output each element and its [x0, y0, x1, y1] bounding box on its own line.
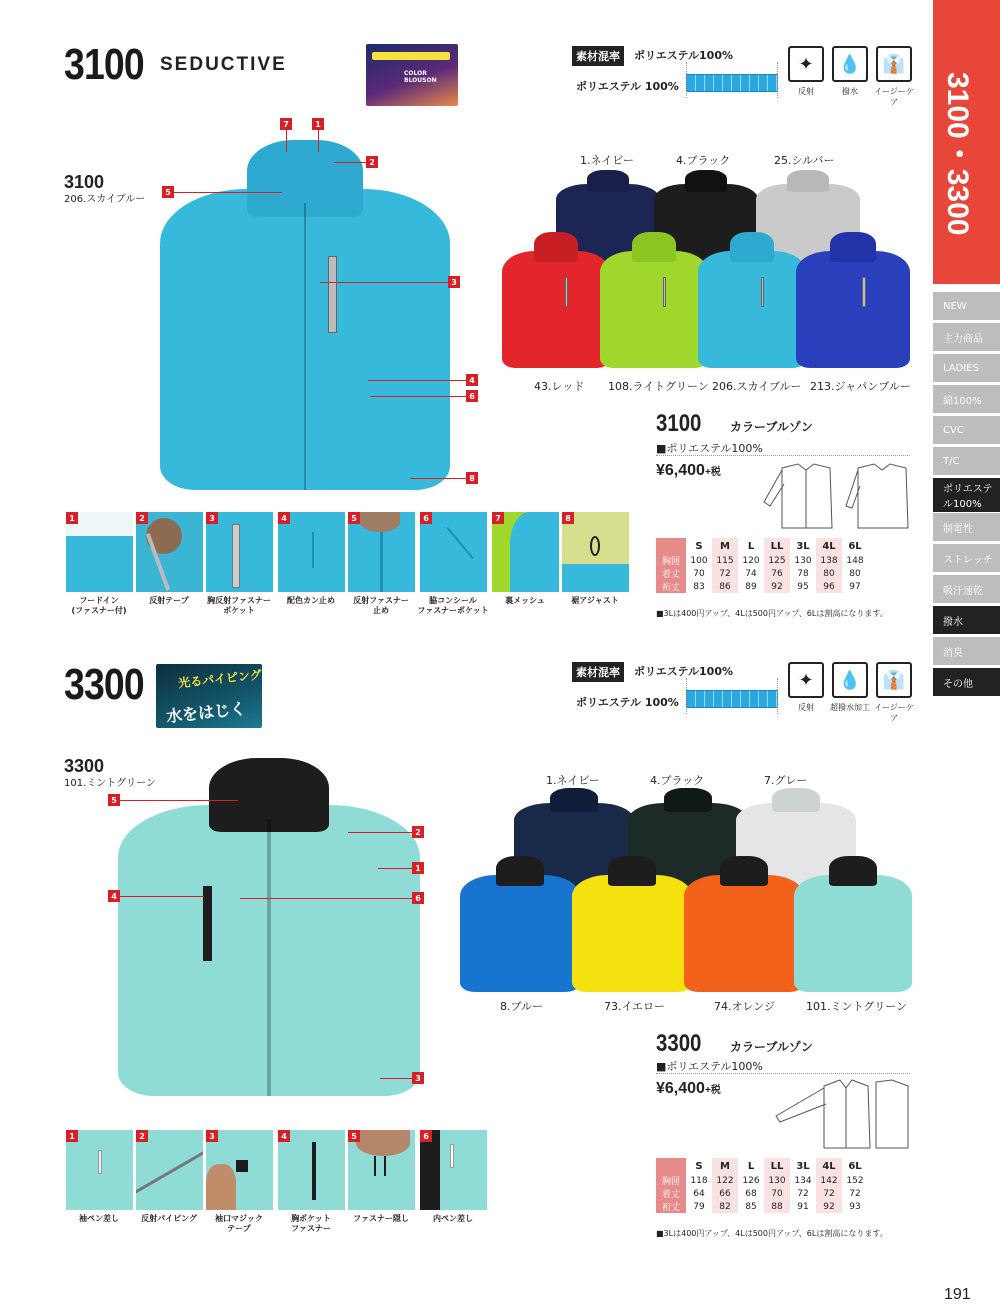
detail-tile: 8: [562, 512, 629, 592]
shirt-icon: 👔: [876, 662, 912, 698]
page-number: 191: [944, 1286, 971, 1303]
sidebar-item-stretch[interactable]: ストレッチ: [933, 544, 1000, 572]
detail-tile: 1: [66, 1130, 133, 1210]
feature-label: 撥水: [842, 87, 858, 96]
detail-tile: 2: [136, 512, 203, 592]
detail-caption: 胸反射ファスナー ポケット: [207, 596, 271, 616]
material-label: 素材混率: [572, 46, 624, 66]
callout-2: 2: [412, 826, 424, 838]
detail-caption: 脇コンシール ファスナーポケット: [417, 596, 489, 616]
badge-line2: 水をはじく: [165, 698, 247, 727]
spec-material: ■ポリエステル100%: [656, 442, 763, 455]
color-label: 73.イエロー: [604, 1000, 666, 1013]
sidebar-item-cotton[interactable]: 綿100%: [933, 385, 1000, 413]
sidebar-item-main[interactable]: 主力商品: [933, 323, 1000, 351]
color-label: 1.ネイビー: [580, 154, 634, 167]
sparkle-icon: ✦: [788, 662, 824, 698]
model-number: 3300: [64, 756, 105, 776]
color-blouson-badge: [366, 44, 458, 106]
spec-title: 3300: [656, 1030, 702, 1057]
product-number-3300: 3300: [64, 660, 144, 709]
jacket-yellow: [572, 856, 692, 992]
sparkle-icon: ✦: [788, 46, 824, 82]
material-value: ポリエステル100%: [634, 49, 733, 62]
callout-7: 7: [280, 118, 292, 130]
sidebar-item-water-repellent[interactable]: 撥水: [933, 606, 1000, 634]
detail-caption: 反射テープ: [149, 596, 189, 605]
size-note: ■3Lは400円アップ、4Lは500円アップ、6Lは割高になります。: [656, 1229, 888, 1238]
callout-8: 8: [466, 472, 478, 484]
detail-caption: 裾アジャスト: [571, 596, 619, 605]
detail-tile: 4: [278, 1130, 345, 1210]
jacket-blue: [460, 856, 580, 992]
size-note: ■3Lは400円アップ、4Lは500円アップ、6Lは割高になります。: [656, 609, 888, 618]
callout-6: 6: [412, 892, 424, 904]
jacket-line-drawing: [762, 460, 910, 532]
detail-tile: 7: [492, 512, 559, 592]
spec-title: 3100: [656, 410, 702, 437]
color-label: 4.ブラック: [650, 774, 705, 787]
feature-label: イージーケア: [874, 87, 914, 107]
detail-caption: ファスナー隠し: [353, 1214, 409, 1223]
material-bar-label: ポリエステル 100%: [576, 80, 679, 93]
detail-tile: 4: [278, 512, 345, 592]
spec-name: カラーブルゾン: [730, 420, 813, 434]
jacket-japan-blue: [796, 232, 910, 368]
model-number: 3100: [64, 172, 105, 192]
sidebar-item-other[interactable]: その他: [933, 668, 1000, 696]
color-label: 213.ジャパンブルー: [810, 380, 911, 393]
spec-material: ■ポリエステル100%: [656, 1060, 763, 1073]
detail-caption: 袖ペン差し: [79, 1214, 119, 1223]
sidebar-item-deodorant[interactable]: 消臭: [933, 637, 1000, 665]
jacket-light-green: [600, 232, 708, 368]
color-label: 101.ミントグリーン: [806, 1000, 908, 1013]
callout-5: 5: [162, 186, 174, 198]
detail-tile: 5: [348, 1130, 415, 1210]
badge-stripe: [372, 52, 450, 60]
jacket-orange: [684, 856, 804, 992]
price: ¥6,400+税: [656, 462, 721, 479]
callout-1: 1: [412, 862, 424, 874]
color-label: 74.オレンジ: [714, 1000, 775, 1013]
detail-tile: 5: [348, 512, 415, 592]
badge-text: COLOR BLOUSON: [404, 70, 437, 84]
sidebar-item-antistatic[interactable]: 制電性: [933, 513, 1000, 541]
color-label: 25.シルバー: [774, 154, 835, 167]
product-number-3100: 3100: [64, 40, 144, 89]
price: ¥6,400+税: [656, 1080, 721, 1097]
feature-label: 反射: [798, 703, 814, 712]
callout-4: 4: [108, 890, 120, 902]
sidebar-item-ladies[interactable]: LADIES: [933, 354, 1000, 382]
color-label: 1.ネイビー: [546, 774, 600, 787]
water-drop-icon: 💧: [832, 46, 868, 82]
badge-line1: 光るパイピング: [177, 667, 262, 691]
material-bar-label: ポリエステル 100%: [576, 696, 679, 709]
sidebar-title: 3100・3300: [941, 72, 974, 236]
size-table-3100: S M L LL 3L 4L 6L 胸囲 100 115 120 125 130 138 148 着丈 70 72 74 76 78 80 80 裄丈 83 86 89 92 95 96 97: [656, 538, 868, 593]
detail-caption: 配色カン止め: [287, 596, 335, 605]
piping-water-badge: [156, 664, 262, 728]
callout-2: 2: [366, 156, 378, 168]
detail-caption: フードイン (ファスナー付): [71, 596, 127, 616]
jacket-red: [502, 232, 610, 368]
sidebar-item-new[interactable]: NEW: [933, 292, 1000, 320]
main-jacket-3300: [118, 758, 420, 1096]
material-value: ポリエステル100%: [634, 665, 733, 678]
detail-tile: 3: [206, 1130, 273, 1210]
callout-3: 3: [412, 1072, 424, 1084]
detail-caption: 反射ファスナー 止め: [353, 596, 409, 616]
color-label: 4.ブラック: [676, 154, 731, 167]
color-label: 43.レッド: [534, 380, 585, 393]
detail-caption: 内ペン差し: [433, 1214, 473, 1223]
sidebar-item-tc[interactable]: T/C: [933, 447, 1000, 475]
model-color: 101.ミントグリーン: [64, 778, 156, 789]
detail-tile: 2: [136, 1130, 203, 1210]
size-table-3300: S M L LL 3L 4L 6L 胸囲 118 122 126 130 134 142 152 着丈 64 66 68 70 72 72 72 裄丈 79 82 85 88 91 92 93: [656, 1158, 868, 1213]
sidebar-header: [933, 0, 1000, 284]
feature-label: 反射: [798, 87, 814, 96]
detail-caption: 胸ポケット ファスナー: [291, 1214, 331, 1234]
sidebar-item-polyester[interactable]: ポリエステル100%: [933, 478, 1000, 512]
detail-tile: 3: [206, 512, 273, 592]
shirt-icon: 👔: [876, 46, 912, 82]
jacket-line-drawing: [772, 1076, 910, 1152]
callout-3: 3: [448, 276, 460, 288]
detail-caption: 反射パイピング: [141, 1214, 197, 1223]
detail-tile: 6: [420, 1130, 487, 1210]
model-color: 206.スカイブルー: [64, 194, 146, 205]
sidebar-item-quickdry[interactable]: 吸汗速乾: [933, 575, 1000, 603]
jacket-sky-blue: [698, 232, 806, 368]
material-label: 素材混率: [572, 662, 624, 682]
color-label: 206.スカイブルー: [712, 380, 802, 393]
spec-name: カラーブルゾン: [730, 1040, 813, 1054]
callout-1: 1: [312, 118, 324, 130]
detail-tile: 6: [420, 512, 487, 592]
callout-4: 4: [466, 374, 478, 386]
jacket-mint: [794, 856, 912, 992]
callout-5: 5: [108, 794, 120, 806]
detail-tile: 1: [66, 512, 133, 592]
detail-caption: 袖口マジック テープ: [215, 1214, 263, 1234]
color-label: 8.ブルー: [500, 1000, 544, 1013]
feature-label: イージーケア: [874, 703, 914, 723]
callout-6: 6: [466, 390, 478, 402]
brand-name: SEDUCTIVE: [160, 54, 287, 75]
detail-caption: 裏メッシュ: [505, 596, 545, 605]
color-label: 7.グレー: [764, 774, 808, 787]
water-drop-icon: 💧: [832, 662, 868, 698]
color-label: 108.ライトグリーン: [608, 380, 709, 393]
feature-label: 超撥水加工: [830, 703, 870, 712]
sidebar-item-cvc[interactable]: CVC: [933, 416, 1000, 444]
